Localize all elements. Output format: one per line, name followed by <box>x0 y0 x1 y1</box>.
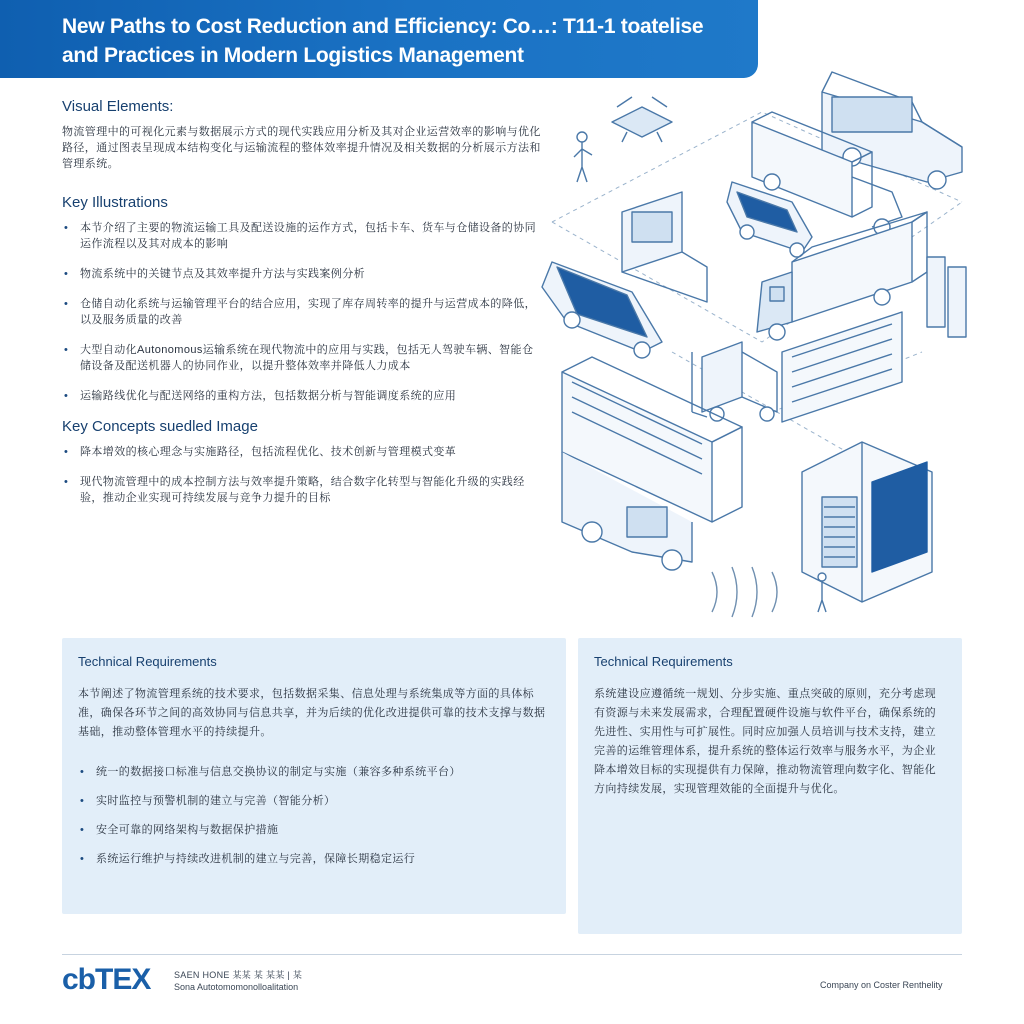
worker-figure-icon <box>574 132 592 182</box>
sleek-car-icon <box>542 262 662 358</box>
footer-divider <box>62 954 962 955</box>
signal-waves-icon <box>712 567 777 617</box>
left-column <box>62 98 542 520</box>
tech-right-heading: Technical Requirements <box>594 654 733 669</box>
visual-elements-text: 物流管理中的可视化元素与数据展示方式的现代实践应用分析及其对企业运营效率的影响与优化路径，通过图表呈现成本结构变化与运输流程的整体效率提升情况及相关数据的分析展示方法和管理系统。 <box>62 126 541 170</box>
title-line-1: New Paths to Cost Reduction and Efficiency: Co…: T11-1 toatelise <box>62 15 704 38</box>
list-item: • 现代物流管理中的成本控制方法与效率提升策略，结合数字化转型与智能化升级的实践经验，推动企业实现可持续发展与竞争力提升的目标 <box>62 474 542 506</box>
list-item: • 系统运行维护与持续改进机制的建立与完善，保障长期稳定运行 <box>78 851 550 867</box>
key-illustrations-list <box>62 220 542 404</box>
courier-figure-icon <box>818 573 826 612</box>
list-item: • 大型自动化Autonomous运输系统在现代物流中的应用与实践，包括无人驾驶车辆、智能仓储设备及配送机器人的协同作业，以提升整体效率并降低人力成本 <box>62 342 542 374</box>
list-item: • 实时监控与预警机制的建立与完善（智能分析） <box>78 793 550 809</box>
list-item: • 安全可靠的网络架构与数据保护措施 <box>78 822 550 838</box>
list-item: • 物流系统中的关键节点及其效率提升方法与实践案例分析 <box>62 266 542 282</box>
list-item: • 运输路线优化与配送网络的重构方法，包括数据分析与智能调度系统的应用 <box>62 388 542 404</box>
control-console-icon <box>622 192 707 302</box>
tech-left-list <box>78 764 550 867</box>
technical-requirements-panel-right <box>578 638 962 934</box>
sorting-machine-icon <box>782 312 902 422</box>
tech-right-paragraph: 系统建设应遵循统一规划、分步实施、重点突破的原则，充分考虑现有资源与未来发展需求，合理配置硬件设施与软件平台，确保系统的先进性、实用性与可扩展性。同时应加强人员培训与技术支持，建立完善的运维管理体系，提升系统的整体运行效率与服务水平，为企业降本增效目标的实现提供有力保障，推动物流管理向数字化、智能化方向持续发展，实现管理效能的全面提升与优化。 <box>594 688 936 795</box>
logistics-illustration <box>532 52 972 622</box>
list-item: • 本节介绍了主要的物流运输工具及配送设施的运作方式，包括卡车、货车与仓储设备的协同运作流程以及其对成本的影响 <box>62 220 542 252</box>
server-racks-icon <box>927 257 966 337</box>
visual-elements-heading: Visual Elements: <box>62 98 174 115</box>
key-illustrations-heading: Key Illustrations <box>62 194 168 211</box>
logo-subtitle-2: Sona Autotomomonolloalitation <box>174 982 299 992</box>
key-concepts-heading: Key Concepts suedled Image <box>62 418 258 435</box>
drone-icon <box>612 97 672 142</box>
tech-left-paragraph: 本节阐述了物流管理系统的技术要求，包括数据采集、信息处理与系统集成等方面的具体标准，确保各环节之间的高效协同与信息共享，并为后续的优化改进提供可靠的技术支撑与数据基础，推动整体管理水平的持续提升。 <box>78 688 546 738</box>
list-item: • 统一的数据接口标准与信息交换协议的制定与实施（兼容多种系统平台） <box>78 764 550 780</box>
title-line-2: and Practices in Modern Logistics Management <box>62 44 524 67</box>
company-logo: cbTEX <box>62 963 151 996</box>
technical-requirements-panel-left <box>62 638 566 914</box>
tech-left-heading: Technical Requirements <box>78 654 217 669</box>
footer-tagline: Company on Coster Renthelity <box>820 980 943 990</box>
list-item: • 降本增效的核心理念与实施路径，包括流程优化、技术创新与管理模式变革 <box>62 444 542 460</box>
logo-subtitle-1: SAEN HONE 某某 某 某某 | 某 <box>174 970 303 980</box>
key-concepts-list <box>62 444 542 506</box>
list-item: • 仓储自动化系统与运输管理平台的结合应用，实现了库存周转率的提升与运营成本的降低，以及服务质量的改善 <box>62 296 542 328</box>
